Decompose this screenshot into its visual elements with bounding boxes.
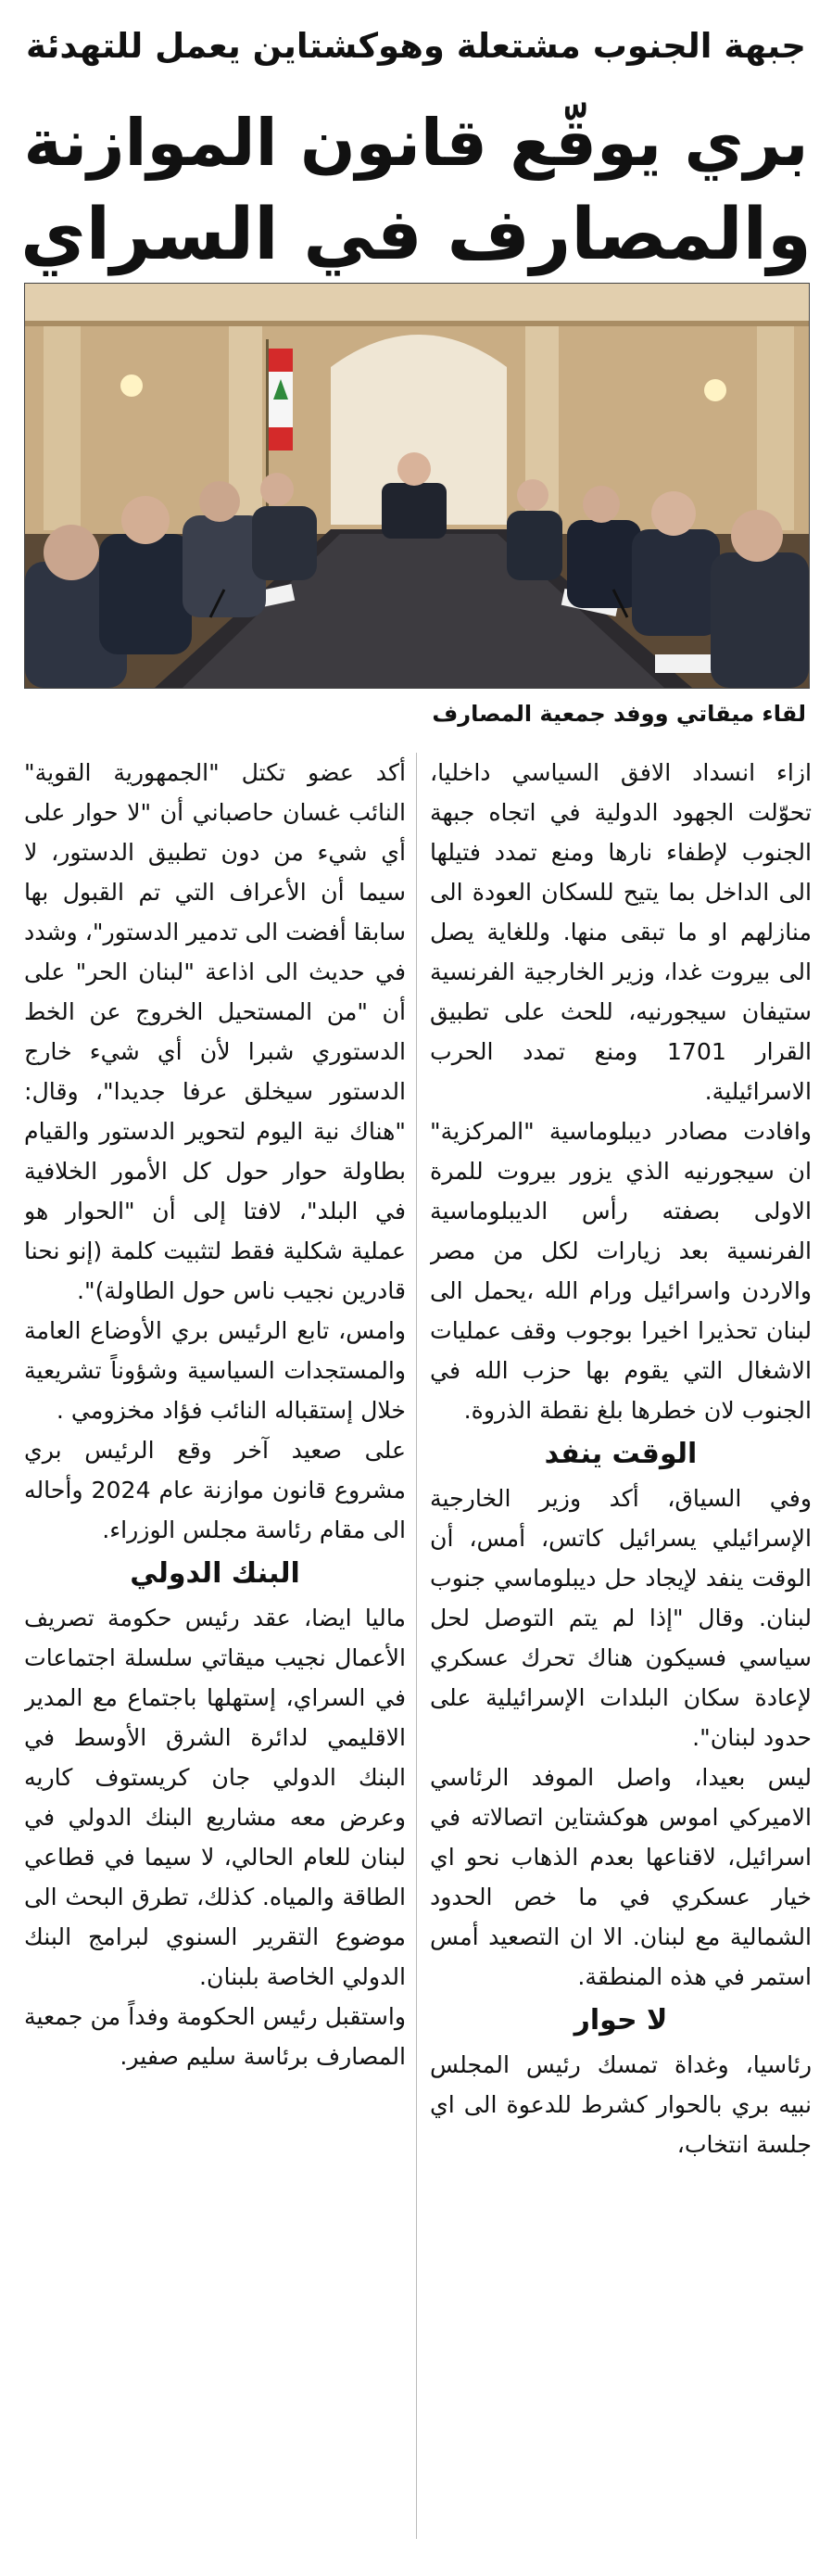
subheading: لا حوار bbox=[574, 2004, 668, 2037]
meeting-photo-illustration bbox=[25, 284, 809, 688]
subheading: الوقت ينفد bbox=[544, 1438, 698, 1470]
paragraph: وامس، تابع الرئيس بري الأوضاع العامة والمستجدات السياسية وشؤوناً تشريعية خلال إستقباله النائب فؤاد مخزومي . bbox=[24, 1317, 406, 1424]
paragraph: على صعيد آخر وقع الرئيس بري مشروع قانون موازنة عام 2024 وأحاله الى مقام رئاسة مجلس الوزراء. bbox=[24, 1437, 406, 1543]
paragraph: واستقبل رئيس الحكومة وفداً من جمعية المصارف برئاسة سليم صفير. bbox=[24, 2003, 406, 2070]
paragraph: رئاسيا، وغداة تمسك رئيس المجلس نبيه بري بالحوار كشرط للدعوة الى اي جلسة انتخاب، bbox=[430, 2051, 812, 2158]
paragraph: وافادت مصادر ديبلوماسية "المركزية" ان سيجورنيه الذي يزور بيروت للمرة الاولى بصفته رأس الديبلوماسية الفرنسية بعد زيارات لكل من مصر والاردن واسرائيل ورام الله ،يحمل الى لبنان تحذيرا اخيرا بوجوب وقف عمليات الاشغال التي يقوم بها حزب الله في الجنوب لان خطرها بلغ نقطة الذروة. bbox=[430, 1118, 812, 1424]
photo-caption: لقاء ميقاتي ووفد جمعية المصارف bbox=[432, 701, 806, 727]
meeting-photo bbox=[24, 283, 810, 689]
column-divider bbox=[416, 753, 417, 2539]
subheading: البنك الدولي bbox=[130, 1557, 300, 1590]
paragraph: ازاء انسداد الافق السياسي داخليا، تحوّلت الجهود الدولية في اتجاه جبهة الجنوب لإطفاء نارها ومنع تمدد فتيلها الى الداخل بما يتيح للسكان العودة الى منازلهم او ما تبقى منها. وللغاية يصل الى بيروت غدا، وزير الخارجية الفرنسية ستيفان سيجورنيه، للحث على تطبيق القرار 1701 ومنع تمدد الحرب الاسرائيلية. bbox=[430, 759, 812, 1105]
paragraph: وفي السياق، أكد وزير الخارجية الإسرائيلي يسرائيل كاتس، أمس، أن الوقت ينفد لإيجاد حل ديبلوماسي جنوب لبنان. وقال "إذا لم يتم التوصل لحل سياسي فسيكون هناك تحرك عسكري لإعادة سكان البلدات الإسرائيلية على حدود لبنان". bbox=[430, 1485, 812, 1751]
main-headline-line-1: بري يوقّع قانون الموازنة bbox=[23, 105, 809, 181]
paragraph: أكد عضو تكتل "الجمهورية القوية" النائب غسان حاصباني أن "لا حوار على أي شيء من دون تطبيق الدستور، لا سيما أن الأعراف التي تم القبول بها سابقا أفضت الى تدمير الدستور"، وشدد في حديث الى اذاعة "لبنان الحر" على أن "من المستحيل الخروج عن الخط الدستوري شبرا لأن أي شيء خارج الدستور سيخلق عرفا جديدا"، وقال: "هناك نية اليوم لتحوير الدستور والقيام بطاولة حوار حول كل الأمور الخلافية في البلد"، لافتا إلى أن "الحوار هو عملية شكلية فقط لتثبيت كلمة (إنو نحنا قادرين نجيب ناس حول الطاولة)". bbox=[24, 759, 406, 1304]
paragraph: ماليا ايضا، عقد رئيس حكومة تصريف الأعمال نجيب ميقاتي سلسلة اجتماعات في السراي، إستهلها باجتماع مع المدير الاقليمي لدائرة الشرق الأوسط في البنك الدولي جان كريستوف كاريه وعرض معه مشاريع البنك الدولي في لبنان للعام الحالي، لا سيما في قطاعي الطاقة والمياه. كذلك، تطرق البحث الى موضوع التقرير السنوي لبرامج البنك الدولي الخاصة بلبنان. bbox=[24, 1605, 406, 1990]
paragraph: ليس بعيدا، واصل الموفد الرئاسي الاميركي اموس هوكشتاين اتصالاته في اسرائيل، لاقناعها بعدم الذهاب نحو اي خيار عسكري في ما خص الحدود الشمالية مع لبنان. الا ان التصعيد أمس استمر في هذه المنطقة. bbox=[430, 1764, 812, 1990]
kicker-headline: جبهة الجنوب مشتعلة وهوكشتاين يعمل للتهدئة bbox=[26, 26, 806, 66]
main-headline-line-2: والمصارف في السراي bbox=[20, 194, 812, 276]
article-column-left bbox=[24, 753, 406, 2557]
article-column-right bbox=[430, 753, 812, 2557]
